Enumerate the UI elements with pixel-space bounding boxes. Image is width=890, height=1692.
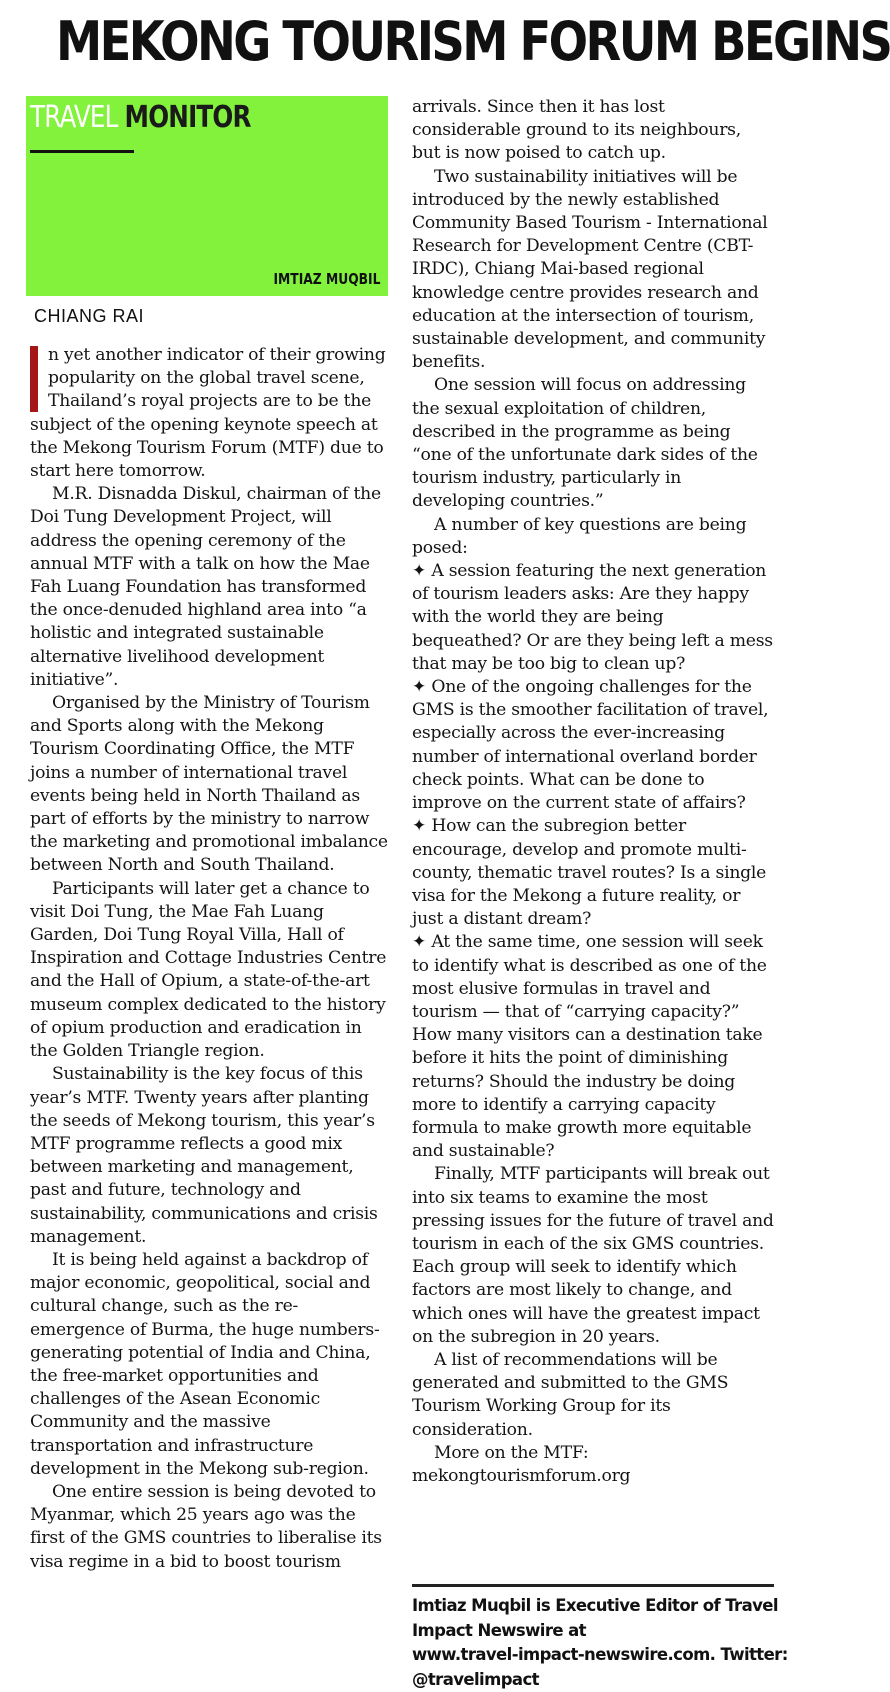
paragraph: Two sustainability initiatives will be introduced by the newly established Community Based Tourism - International Research for Development Centre (CBT-IRDC), Chiang Mai-based regional knowledge centre provides research and education at the intersection of tourism, sustainable development, and community benefits. <box>412 166 768 373</box>
bio-line: www.travel-impact-newswire.com. Twitter: <box>412 1645 788 1664</box>
paragraph: Participants will later get a chance to visit Doi Tung, the Mae Fah Luang Garden, Doi Tung Royal Villa, Hall of Inspiration and Cottage Industries Centre and the Hall of Opium, a state-of-the-art museum complex dedicated to the history of opium production and eradication in the Golden Triangle region. <box>30 878 387 1062</box>
section-label <box>30 100 251 135</box>
byline: IMTIAZ MUQBIL <box>273 270 380 288</box>
paragraph: Sustainability is the key focus of this year’s MTF. Twenty years after planting the seeds of Mekong tourism, this year’s MTF programme reflects a good mix between marketing and management, past and future, technology and sustainability, communications and crisis management. <box>30 1064 378 1247</box>
bio-line: Imtiaz Muqbil is Executive Editor of Travel <box>412 1596 778 1615</box>
drop-cap-bar <box>30 346 38 412</box>
paragraph: It is being held against a backdrop of major economic, geopolitical, social and cultural change, such as the re-emergence of Burma, the huge numbers-generating potential of India and China, the free-market opportunities and challenges of the Asean Economic Community and the massive transportation and infrastructure development in the Mekong sub-region. <box>30 1249 380 1479</box>
bio-line: @travelimpact <box>412 1669 539 1689</box>
section-label-travel: TRAVEL <box>30 100 118 135</box>
bio-line: Impact Newswire at <box>412 1620 586 1640</box>
paragraph: Organised by the Ministry of Tourism and Sports along with the Mekong Tourism Coordinating Office, the MTF joins a number of international travel events being held in North Thailand as part of efforts by the ministry to narrow the marketing and promotional imbalance between North and South Thailand. <box>30 693 388 876</box>
section-rule <box>30 150 134 153</box>
paragraph: A number of key questions are being posed: <box>412 514 747 558</box>
travel-monitor-box <box>26 96 388 296</box>
bullet-item: ✦ A session featuring the next generation of tourism leaders asks: Are they happy with the world they are being bequeathed? Or are they being left a mess that may be too big to clean up? <box>412 561 773 674</box>
paragraph: One entire session is being devoted to Myanmar, which 25 years ago was the first of the GMS countries to liberalise its visa regime in a bid to boost tourism <box>30 1481 382 1572</box>
paragraph-continuation: arrivals. Since then it has lost considerable ground to its neighbours, but is now poised to catch up. <box>412 97 741 164</box>
bullet-item: ✦ One of the ongoing challenges for the GMS is the smoother facilitation of travel, especially across the ever-increasing number of international overland border check points. What can be done to improve on the current state of affairs? <box>412 677 769 814</box>
bio-divider <box>412 1584 774 1587</box>
paragraph: More on the MTF: mekongtourismforum.org <box>412 1442 631 1486</box>
paragraph: One session will focus on addressing the sexual exploitation of children, described in the programme as being “one of the unfortunate dark sides of the tourism industry, particularly in developing countries.” <box>412 375 758 512</box>
headline: MEKONG TOURISM FORUM BEGINS <box>56 10 890 73</box>
left-column <box>30 344 392 1574</box>
paragraph-lead-text: n yet another indicator of their growing popularity on the global travel scene, Thailand’s royal projects are to be the subject of the opening keynote speech at the Mekong Tourism Forum (MTF) due to start here tomorrow. <box>30 345 386 482</box>
section-label-monitor: MONITOR <box>124 100 251 135</box>
paragraph: Finally, MTF participants will break out into six teams to examine the most pressing issues for the future of travel and tourism in each of the six GMS countries. Each group will seek to identify which factors are most likely to change, and which ones will have the greatest impact on the subregion in 20 years. <box>412 1164 774 1347</box>
bullet-item: ✦ How can the subregion better encourage, develop and promote multi-county, thematic travel routes? Is a single visa for the Mekong a future reality, or just a distant dream? <box>412 816 767 930</box>
dateline: CHIANG RAI <box>34 306 145 326</box>
right-column <box>412 96 774 1488</box>
paragraph: M.R. Disnadda Diskul, chairman of the Doi Tung Development Project, will address the opening ceremony of the annual MTF with a talk on how the Mae Fah Luang Foundation has transformed the once-denuded highland area into “a holistic and integrated sustainable alternative livelihood development initiative”. <box>30 484 381 690</box>
author-bio <box>412 1594 788 1692</box>
paragraph-lead <box>30 344 392 483</box>
bullet-item: ✦ At the same time, one session will seek to identify what is described as one of the most elusive formulas in travel and tourism — that of “carrying capacity?” How many visitors can a destination take before it hits the point of diminishing returns? Should the industry be doing more to identify a carrying capacity formula to make growth more equitable and sustainable? <box>412 932 767 1162</box>
paragraph: A list of recommendations will be generated and submitted to the GMS Tourism Working Group for its consideration. <box>412 1349 729 1440</box>
